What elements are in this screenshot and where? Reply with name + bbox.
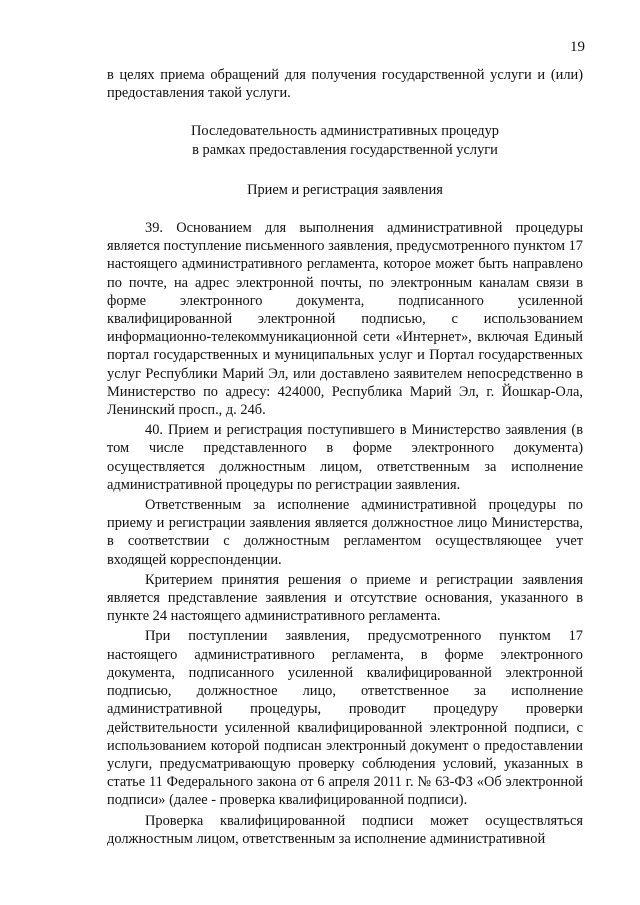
paragraph-39: 39. Основанием для выполнения административной процедуры является поступление письменного заявления, предусмотренного пунктом 17 настоящего административного регламента, которое может быть направлено по почте, на адрес электронной почты, по электронным каналам связи в форме электронного документа, подписанного усиленной квалифицированной электронной подписью, с использованием информационно-телекоммуникационной сети «Интернет», включая Единый портал государственных и муниципальных услуг и Портал государственных услуг Республики Марий Эл, или доставлено заявителем непосредственно в Министерство по адресу: 424000, Республика Марий Эл, г. Йошкар-Ола, Ленинский просп., д. 24б. [107, 220, 583, 419]
document-body [107, 66, 583, 848]
paragraph-decision-criterion: Критерием принятия решения о приеме и регистрации заявления является представление заявления и отсутствие основания, указанного в пункте 24 настоящего административного регламента. [107, 571, 583, 625]
section-title-line-1: Последовательность административных процедур [191, 123, 499, 140]
section-title [107, 122, 583, 158]
page-number: 19 [570, 39, 585, 55]
section-title-line-2: в рамках предоставления государственной услуги [192, 141, 498, 158]
subsection-title: Прием и регистрация заявления [247, 181, 443, 198]
intro-paragraph: в целях приема обращений для получения государственной услуги и (или) предоставления такой услуги. [107, 67, 583, 102]
paragraph-40: 40. Прием и регистрация поступившего в Министерство заявления (в том числе представленного в форме электронного документа) осуществляется должностным лицом, ответственным за исполнение административной процедуры по регистрации заявления. [107, 422, 583, 493]
paragraph-responsible-official: Ответственным за исполнение административной процедуры по приему и регистрации заявления является должностное лицо Министерства, в соответствии с должностным регламентом осуществляющее учет входящей корреспонденции. [107, 497, 583, 568]
paragraph-electronic-document: При поступлении заявления, предусмотренного пунктом 17 настоящего административного регламента, в форме электронного документа, подписанного усиленной квалифицированной электронной подписью, должностное лицо, ответственное за исполнение административной процедуры, проводит процедуру проверки действительности усиленной квалифицированной электронной подписи, с использованием которой подписан электронный документ о предоставлении услуги, предусматривающую проверку соблюдения условий, указанных в статье 11 Федерального закона от 6 апреля 2011 г. № 63-ФЗ «Об электронной подписи» (далее - проверка квалифицированной подписи). [107, 628, 583, 809]
paragraph-signature-check: Проверка квалифицированной подписи может осуществляться должностным лицом, ответственным за исполнение административной [107, 812, 583, 847]
